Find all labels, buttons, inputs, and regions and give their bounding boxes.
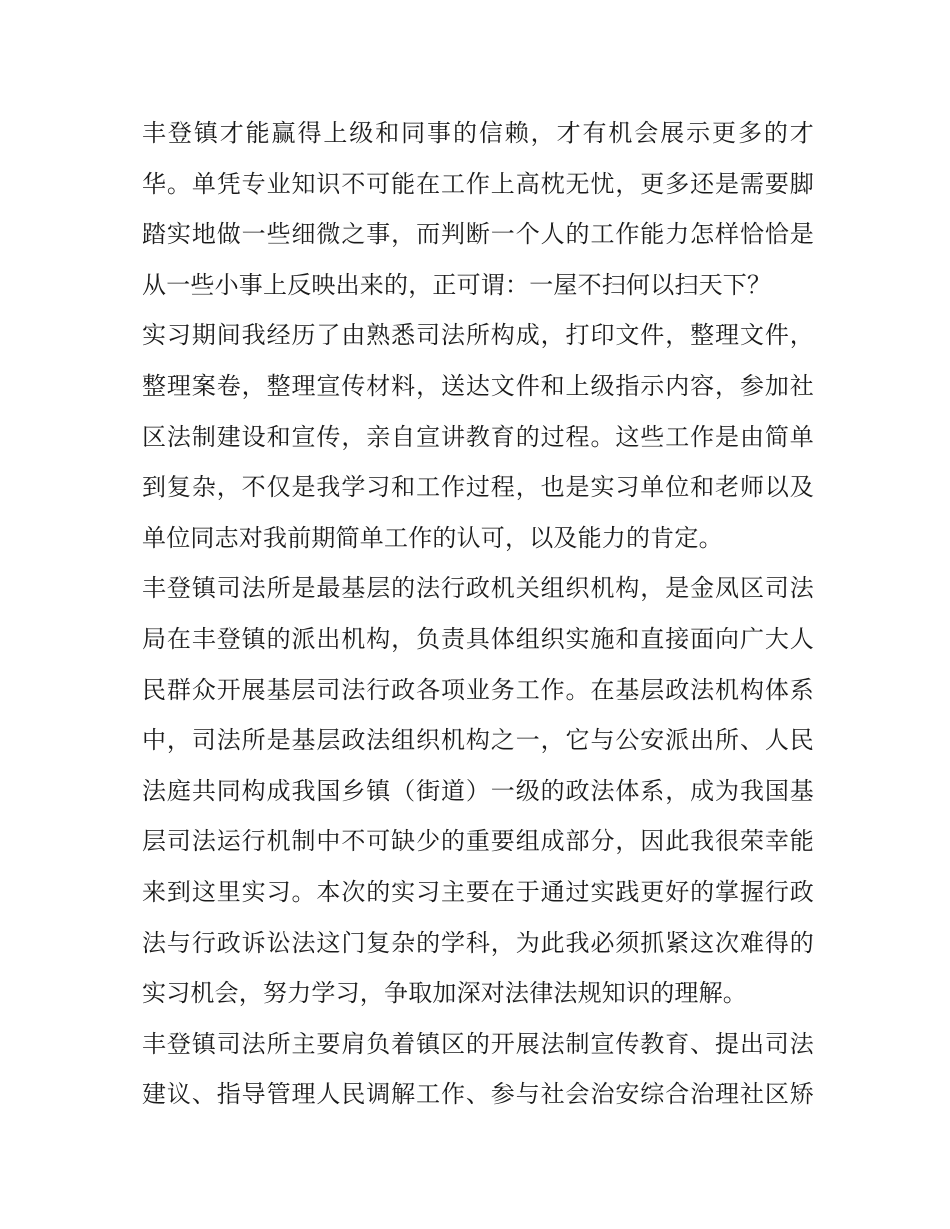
text-line: 建议、指导管理人民调解工作、参与社会治安综合治理社区矫 xyxy=(142,1080,814,1109)
text-line: 丰登镇才能赢得上级和同事的信赖，才有机会展示更多的才 xyxy=(142,119,814,147)
text-line: 实习机会，努力学习，争取加深对法律法规知识的理解。 xyxy=(142,979,747,1008)
text-line: 华。单凭专业知识不可能在工作上高枕无忧，更多还是需要脚 xyxy=(142,169,814,198)
text-line: 丰登镇司法所是最基层的法行政机关组织机构，是金凤区司法 xyxy=(142,574,814,603)
text-line: 来到这里实习。本次的实习主要在于通过实践更好的掌握行政 xyxy=(142,877,814,906)
text-line: 实习期间我经历了由熟悉司法所构成，打印文件，整理文件， xyxy=(142,321,814,350)
text-line: 层司法运行机制中不可缺少的重要组成部分，因此我很荣幸能 xyxy=(142,827,814,856)
text-line: 局在丰登镇的派出机构，负责具体组织实施和直接面向广大人 xyxy=(142,624,814,653)
text-line: 区法制建设和宣传，亲自宣讲教育的过程。这些工作是由简单 xyxy=(142,422,814,451)
text-line: 法与行政诉讼法这门复杂的学科，为此我必须抓紧这次难得的 xyxy=(142,928,814,957)
text-line: 中，司法所是基层政法组织机构之一，它与公安派出所、人民 xyxy=(142,726,814,755)
text-line: 到复杂，不仅是我学习和工作过程，也是实习单位和老师以及 xyxy=(142,473,814,502)
text-line: 整理案卷，整理宣传材料，送达文件和上级指示内容，参加社 xyxy=(142,371,814,400)
text-line: 法庭共同构成我国乡镇（街道）一级的政法体系，成为我国基 xyxy=(142,776,814,805)
text-line: 单位同志对我前期简单工作的认可，以及能力的肯定。 xyxy=(142,523,723,552)
text-line: 踏实地做一些细微之事，而判断一个人的工作能力怎样恰恰是 xyxy=(142,220,814,249)
body-text xyxy=(142,108,814,1120)
text-line: 民群众开展基层司法行政各项业务工作。在基层政法机构体系 xyxy=(142,675,814,704)
text-line: 从一些小事上反映出来的，正可谓：一屋不扫何以扫天下？ xyxy=(142,270,772,299)
text-line: 丰登镇司法所主要肩负着镇区的开展法制宣传教育、提出司法 xyxy=(142,1029,814,1058)
